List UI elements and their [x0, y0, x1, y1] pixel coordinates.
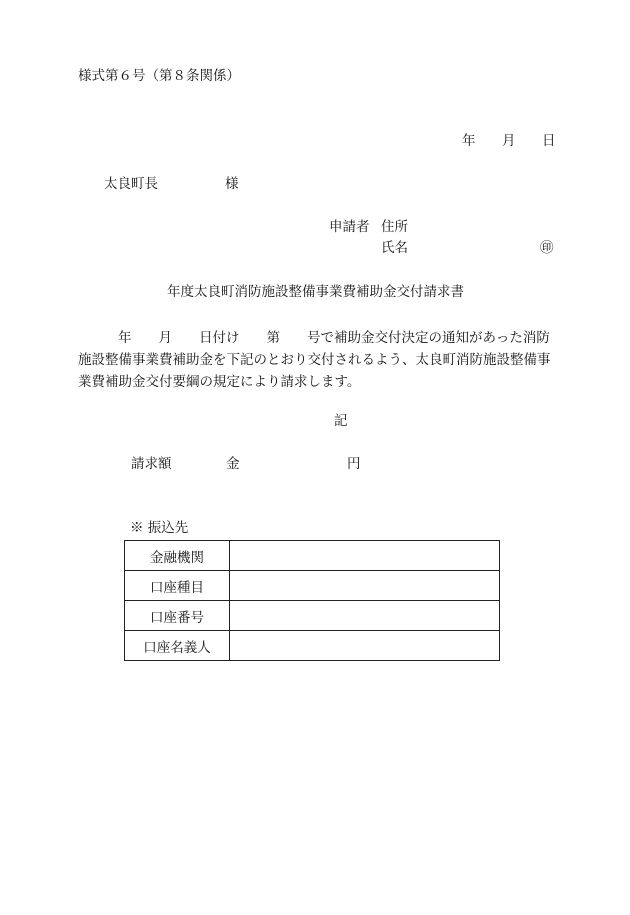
applicant-address-label: 住所 — [381, 219, 408, 235]
account-number-field[interactable] — [230, 601, 500, 631]
table-row — [125, 571, 500, 601]
ki-heading: 記 — [334, 413, 348, 429]
table-row — [125, 541, 500, 571]
paragraph-line-2: 施設整備事業費補助金を下記のとおり交付されるよう、太良町消防施設整備事 — [78, 352, 551, 368]
account-type-label: 口座種目 — [125, 571, 230, 601]
table-row — [125, 601, 500, 631]
form-number: 様式第６号（第８条関係） — [78, 68, 240, 84]
bank-name-field[interactable] — [230, 541, 500, 571]
table-row — [125, 631, 500, 661]
applicant-name-label: 氏名 — [381, 240, 408, 256]
amount-unit: 円 — [347, 456, 361, 472]
request-paragraph — [78, 327, 558, 393]
transfer-table — [124, 540, 500, 661]
transfer-heading: ※ 振込先 — [130, 520, 189, 536]
account-holder-field[interactable] — [230, 631, 500, 661]
date-day-label: 日 — [542, 133, 556, 149]
date-year-label: 年 — [462, 133, 476, 149]
document-title: 年度太良町消防施設整備事業費補助金交付請求書 — [167, 284, 464, 300]
addressee-name: 太良町長 — [104, 176, 158, 192]
amount-prefix: 金 — [226, 456, 240, 472]
paragraph-line-3: 業費補助金交付要綱の規定により請求します。 — [78, 374, 361, 390]
account-type-field[interactable] — [230, 571, 500, 601]
bank-name-label: 金融機関 — [125, 541, 230, 571]
account-number-label: 口座番号 — [125, 601, 230, 631]
date-month-label: 月 — [502, 133, 516, 149]
account-holder-label: 口座名義人 — [125, 631, 230, 661]
seal-mark: ㊞ — [540, 240, 554, 256]
request-amount-label: 請求額 — [131, 456, 172, 472]
applicant-label: 申請者 — [329, 219, 370, 235]
addressee-honorific: 様 — [225, 176, 239, 192]
paragraph-line-1: 年 月 日付け 第 号で補助金交付決定の通知があった消防 — [118, 330, 550, 346]
